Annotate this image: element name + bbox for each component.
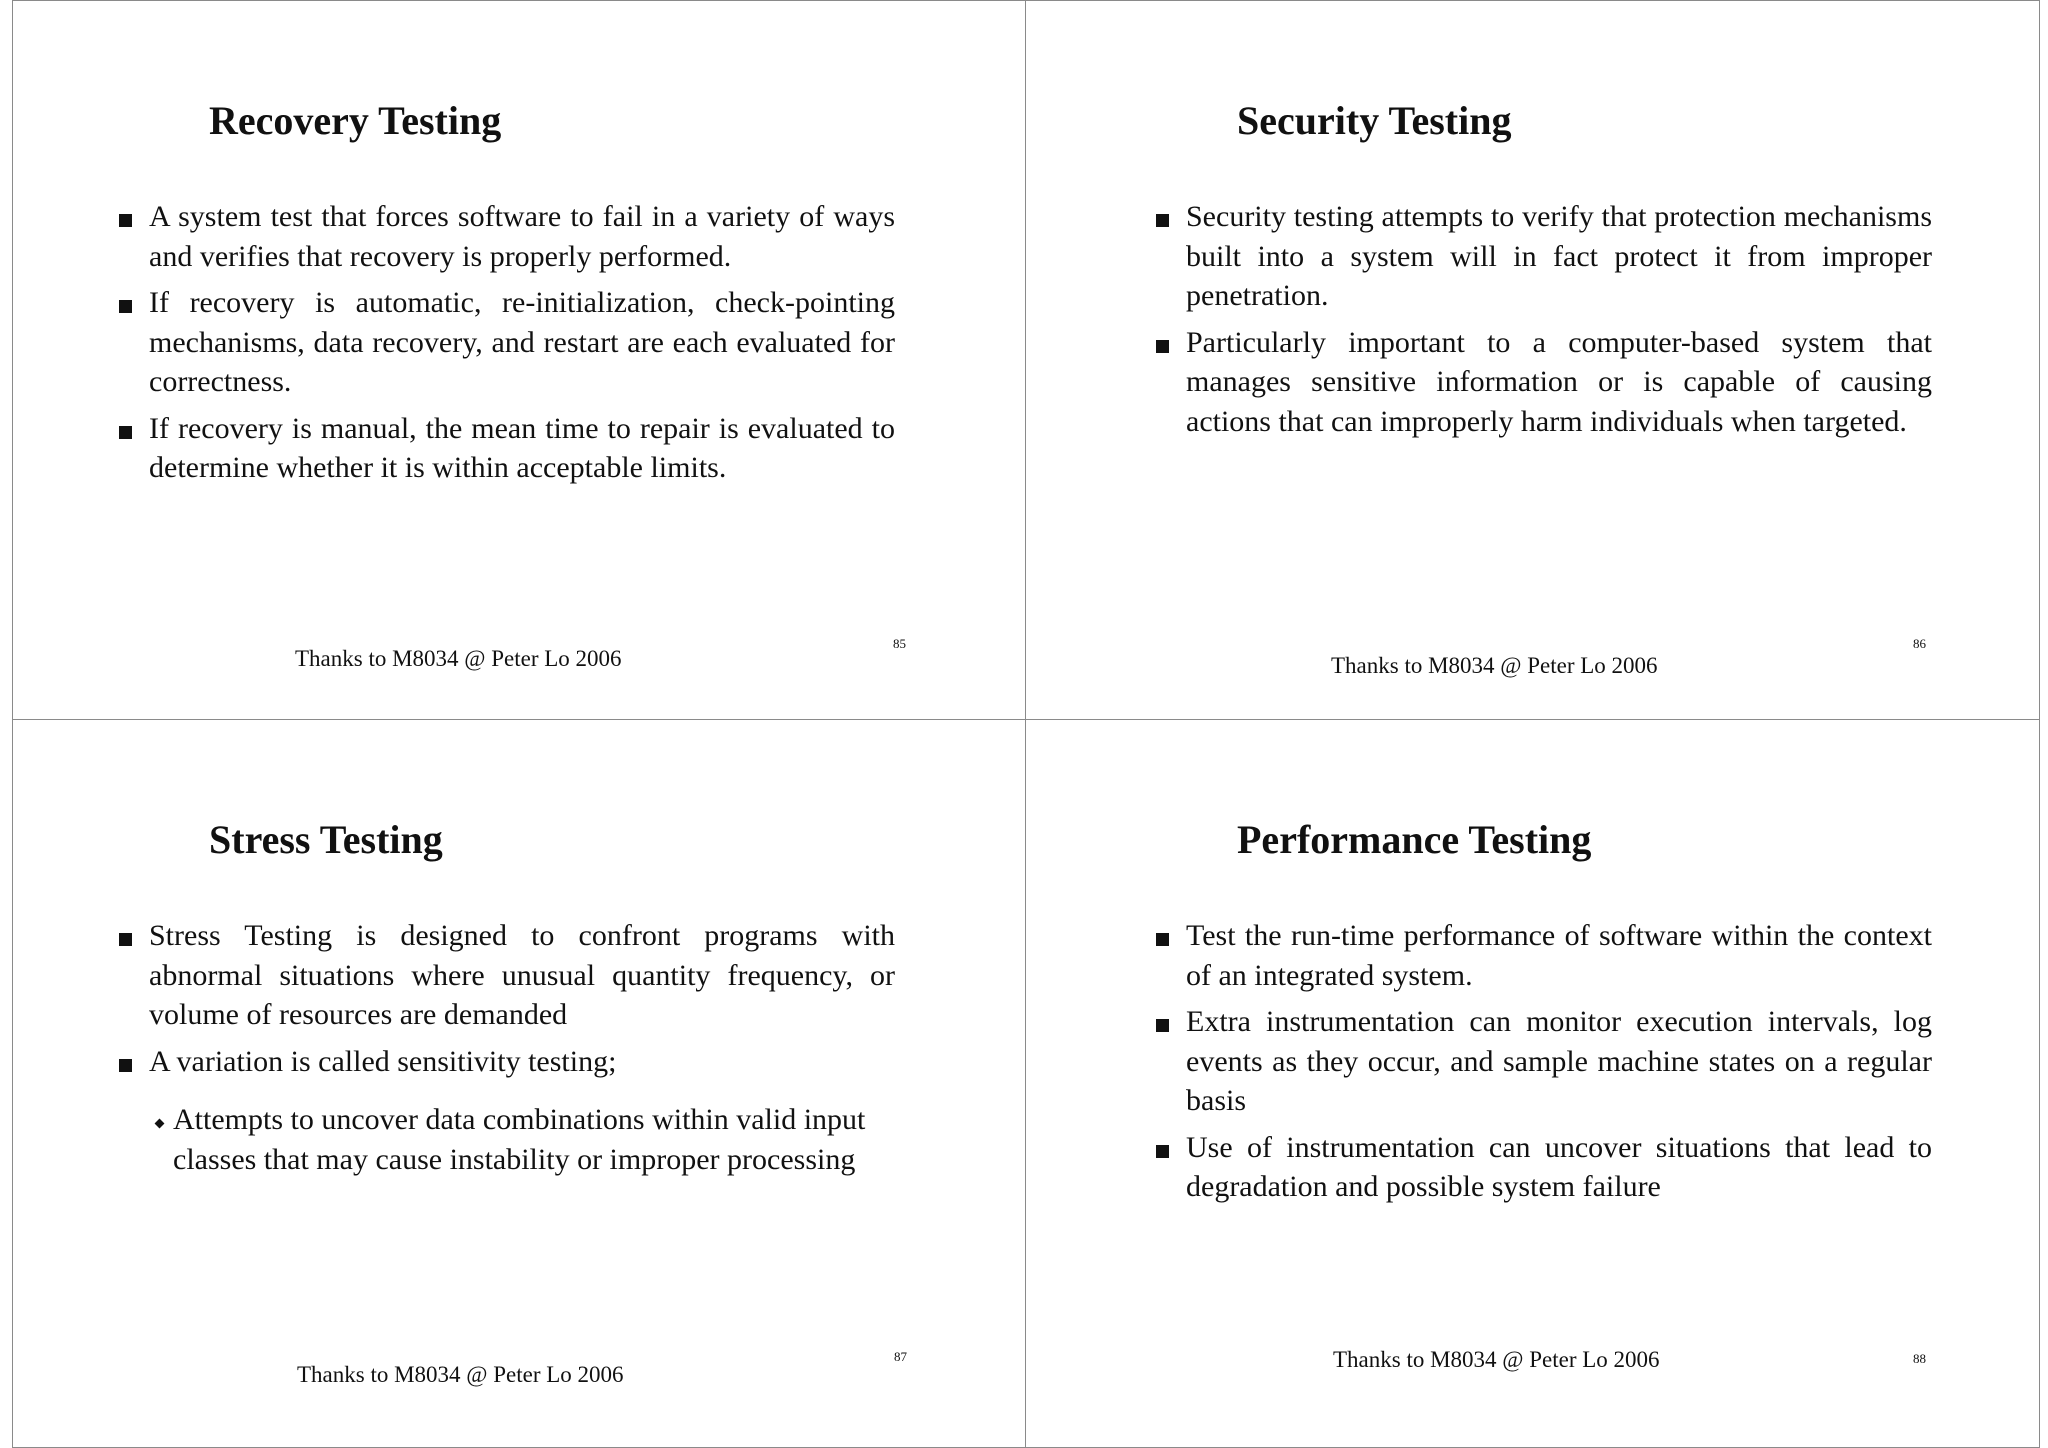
page-number: 88	[1913, 1351, 1926, 1366]
bullet-item	[119, 916, 895, 1035]
bullet-item	[119, 409, 895, 488]
bullet-list	[119, 916, 895, 1088]
bullet-text: If recovery is manual, the mean time to repair is evaluated to determine whether it is within acceptable limits.	[149, 411, 895, 484]
slide-title: Recovery Testing	[209, 98, 502, 143]
bullet-item	[119, 1042, 895, 1082]
slide-stress-testing	[13, 720, 1025, 1438]
slide-footer: Thanks to M8034 @ Peter Lo 2006	[297, 1362, 624, 1387]
sub-bullet-text: Attempts to uncover data combinations within valid input classes that may cause instability or improper processing	[173, 1103, 866, 1176]
bullet-text: Test the run-time performance of software within the context of an integrated system.	[1186, 919, 1932, 992]
bullet-item	[1156, 1128, 1932, 1207]
slide-footer: Thanks to M8034 @ Peter Lo 2006	[1333, 1347, 1660, 1372]
bullet-item	[1156, 1002, 1932, 1121]
page-number: 86	[1913, 636, 1926, 651]
slide-footer: Thanks to M8034 @ Peter Lo 2006	[295, 646, 622, 671]
bullet-item	[1156, 916, 1932, 995]
bullet-text: A variation is called sensitivity testing;	[149, 1044, 617, 1078]
slide-recovery-testing	[13, 1, 1025, 719]
bullet-item	[119, 197, 895, 276]
slide-performance-testing	[1026, 720, 2038, 1438]
bullet-text: Stress Testing is designed to confront programs with abnormal situations where unusual quantity frequency, or volume of resources are demanded	[149, 919, 895, 1031]
slide-security-testing	[1026, 1, 2038, 719]
bullet-list	[1156, 197, 1932, 448]
page-number: 87	[894, 1349, 907, 1364]
sub-bullet-list	[119, 1100, 931, 1179]
bullet-item	[1156, 323, 1932, 442]
handout-page	[12, 0, 2040, 1448]
slide-title: Performance Testing	[1237, 817, 1592, 862]
bullet-text: Particularly important to a computer-based system that manages sensitive information or is capable of causing actions that can improperly harm individuals when targeted.	[1186, 325, 1932, 438]
bullet-list	[119, 197, 895, 495]
slide-title: Stress Testing	[209, 817, 443, 862]
bullet-item	[119, 283, 895, 402]
bullet-item	[1156, 197, 1932, 316]
slide-footer: Thanks to M8034 @ Peter Lo 2006	[1331, 653, 1658, 678]
bullet-text: Extra instrumentation can monitor execution intervals, log events as they occur, and sample machine states on a regular basis	[1186, 1005, 1932, 1117]
page-number: 85	[893, 636, 906, 651]
bullet-text: A system test that forces software to fail in a variety of ways and verifies that recovery is properly performed.	[149, 200, 895, 273]
bullet-text: Use of instrumentation can uncover situations that lead to degradation and possible system failure	[1186, 1130, 1932, 1203]
bullet-list	[1156, 916, 1932, 1214]
sub-bullet-item	[155, 1100, 931, 1179]
bullet-text: If recovery is automatic, re-initialization, check-pointing mechanisms, data recovery, and restart are each evaluated for correctness.	[149, 286, 895, 398]
bullet-text: Security testing attempts to verify that protection mechanisms built into a system will in fact protect it from improper penetration.	[1186, 200, 1932, 312]
slide-title: Security Testing	[1237, 98, 1512, 143]
